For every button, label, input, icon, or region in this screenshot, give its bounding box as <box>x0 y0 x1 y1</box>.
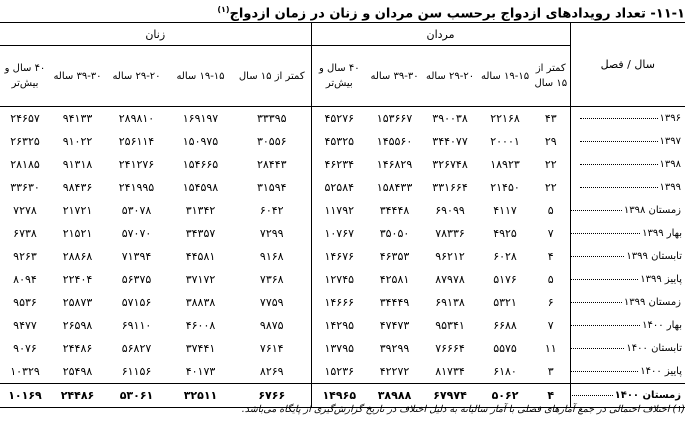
men-value-cell: ۱۵۸۴۳۳ <box>376 181 413 194</box>
women-value-cell: ۲۸۹۸۱۰ <box>118 112 155 125</box>
men-value-cell: ۴۶۲۳۴ <box>311 153 367 176</box>
row-label: پاییز ۱۴۰۰ <box>640 366 683 377</box>
men-value-cell: ۱۱۷۹۲ <box>311 199 367 222</box>
women-value-cell: ۶۷۳۸ <box>13 227 37 240</box>
women-value-cell: ۱۵۴۶۶۵ <box>182 158 219 171</box>
group-header-row <box>0 23 685 46</box>
women-value-cell: ۲۱۵۲۱ <box>62 227 93 240</box>
row-label: تابستان ۱۳۹۹ <box>626 251 683 262</box>
row-label-cell <box>570 291 685 314</box>
table-row <box>0 130 685 153</box>
women-value-cell: ۴۶۰۰۸ <box>185 319 216 332</box>
leader-dots <box>570 394 613 396</box>
men-value-cell: ۱۴۶۸۲۹ <box>376 158 413 171</box>
women-value-cell: ۲۱۷۲۱ <box>62 204 93 217</box>
row-label-cell <box>570 314 685 337</box>
men-value-cell: ۴۲۲۷۲ <box>379 365 410 378</box>
men-value-cell: ۴۲۵۸۱ <box>379 273 410 286</box>
men-value-cell: ۶۱۸۰ <box>493 365 517 378</box>
men-value-cell: ۱۱ <box>544 342 557 355</box>
leader-dots <box>570 278 638 280</box>
women-value-cell: ۳۳۳۹۵ <box>256 112 287 125</box>
men-value-cell: ۱۵۳۶۶۷ <box>376 112 413 125</box>
table-row <box>0 222 685 245</box>
women-value-cell: ۹۱۰۲۲ <box>62 135 93 148</box>
table-title <box>0 2 691 22</box>
women-value-cell: ۳۰۵۵۶ <box>256 135 287 148</box>
men-value-cell: ۳۳۱۶۶۴ <box>432 181 468 194</box>
men-group-header: مردان <box>311 23 570 46</box>
women-value-cell: ۳۱۵۹۴ <box>256 181 287 194</box>
men-value-cell: ۷ <box>547 227 554 240</box>
men-value-cell: ۵۰۶۲ <box>478 384 532 408</box>
women-value-cell: ۹۰۷۶ <box>13 342 37 355</box>
row-label: بهار ۱۴۰۰ <box>642 320 683 331</box>
women-value-cell: ۲۴۱۲۷۶ <box>118 158 155 171</box>
men-value-cell: ۵ <box>547 273 554 286</box>
women-value-cell: ۲۶۵۹۸ <box>62 319 93 332</box>
men-value-cell: ۲۹ <box>544 135 557 148</box>
row-label: زمستان ۱۳۹۹ <box>623 297 682 308</box>
women-value-cell: ۹۸۷۵ <box>259 319 284 332</box>
women-value-cell: ۳۳۶۳۰ <box>10 181 40 194</box>
women-value-cell: ۸۰۹۴ <box>13 273 37 286</box>
men-value-cell: ۵ <box>547 204 554 217</box>
table-row <box>0 107 685 131</box>
leader-dots <box>570 301 622 303</box>
women-value-cell: ۴۰۱۷۳ <box>185 365 216 378</box>
women-value-cell: ۳۱۳۴۲ <box>185 204 216 217</box>
women-value-cell: ۲۵۴۹۸ <box>62 365 93 378</box>
men-value-cell: ۵۱۷۶ <box>493 273 517 286</box>
men-value-cell: ۳۹۰۰۳۸ <box>432 112 468 125</box>
women-value-cell: ۱۰۳۲۹ <box>10 365 40 378</box>
men-value-cell: ۱۸۹۲۳ <box>490 158 520 171</box>
men-value-cell: ۸۱۷۳۴ <box>435 365 465 378</box>
men-value-cell: ۱۴۶۷۶ <box>311 245 367 268</box>
men-value-cell: ۷ <box>547 319 554 332</box>
men-value-cell: ۳۸۹۸۸ <box>367 384 422 408</box>
women-value-cell: ۳۴۳۵۷ <box>185 227 216 240</box>
row-label-cell <box>570 337 685 360</box>
men-value-cell: ۶ <box>547 296 554 309</box>
row-label: زمستان ۱۴۰۰ <box>614 390 682 401</box>
women-value-cell: ۲۴۴۸۶ <box>50 384 105 408</box>
men-value-cell: ۹۵۳۴۱ <box>435 319 465 332</box>
leader-dots <box>570 232 640 234</box>
men-value-cell: ۶۷۹۷۴ <box>422 384 478 408</box>
men-value-cell: ۷۶۶۶۴ <box>435 342 465 355</box>
table-body <box>0 107 685 408</box>
women-value-cell: ۷۲۷۸ <box>13 204 37 217</box>
men-value-cell: ۲۲ <box>544 158 557 171</box>
men-value-cell: ۴۶۳۵۳ <box>379 250 410 263</box>
men-value-cell: ۳۲۶۷۴۸ <box>432 158 468 171</box>
women-value-cell: ۷۲۹۹ <box>259 227 284 240</box>
leader-dots <box>580 117 658 119</box>
women-value-cell: ۷۶۱۴ <box>259 342 284 355</box>
men-value-cell: ۷۸۳۳۶ <box>435 227 465 240</box>
women-value-cell: ۱۵۴۵۹۸ <box>182 181 219 194</box>
men-value-cell: ۶۹۰۹۹ <box>435 204 465 217</box>
men-value-cell: ۳۵۰۵۰ <box>379 227 410 240</box>
women-value-cell: ۶۹۱۱۰ <box>121 319 152 332</box>
leader-dots <box>580 186 658 188</box>
women-value-cell: ۱۶۹۱۹۷ <box>182 112 219 125</box>
men-value-cell: ۶۹۱۳۸ <box>435 296 465 309</box>
women-value-cell: ۵۷۱۵۶ <box>121 296 152 309</box>
title-footnote-ref: (۱) <box>217 5 230 14</box>
leader-dots <box>570 347 624 349</box>
men-value-cell: ۶۰۲۸ <box>493 250 517 263</box>
women-value-cell: ۵۶۳۷۵ <box>121 273 152 286</box>
women-value-cell: ۷۱۳۹۴ <box>121 250 152 263</box>
women-value-cell: ۹۱۶۸ <box>259 250 284 263</box>
women-value-cell: ۵۳۰۶۱ <box>105 384 168 408</box>
men-value-cell: ۴۵۳۲۵ <box>311 130 367 153</box>
men-value-cell: ۴۵۲۷۶ <box>311 107 367 131</box>
women-value-cell: ۷۷۵۹ <box>259 296 284 309</box>
women-value-cell: ۵۶۸۲۷ <box>121 342 152 355</box>
men-value-cell: ۱۴۶۶۶ <box>311 291 367 314</box>
women-value-cell: ۲۸۱۸۵ <box>10 158 40 171</box>
men-value-cell: ۲۱۴۵۰ <box>490 181 520 194</box>
women-value-cell: ۷۳۶۸ <box>259 273 284 286</box>
men-value-cell: ۴۳ <box>544 112 557 125</box>
men-value-cell: ۱۴۹۶۵ <box>311 384 367 408</box>
row-label: ۱۳۹۷ <box>659 136 682 147</box>
women-value-cell: ۱۵۰۹۷۵ <box>182 135 219 148</box>
men-value-cell: ۱۵۲۳۶ <box>311 360 367 384</box>
women-value-cell: ۵۳۰۷۸ <box>121 204 152 217</box>
women-col-header: ۲۹-۲۰ ساله <box>105 46 168 107</box>
row-label: بهار ۱۳۹۹ <box>642 228 683 239</box>
women-col-header: ۳۹-۳۰ ساله <box>50 46 105 107</box>
men-value-cell: ۸۷۹۷۸ <box>435 273 465 286</box>
row-label-cell <box>570 130 685 153</box>
row-label-cell <box>570 268 685 291</box>
women-value-cell: ۵۷۰۷۰ <box>121 227 152 240</box>
leader-dots <box>570 255 624 257</box>
row-label: زمستان ۱۳۹۸ <box>623 205 682 216</box>
women-value-cell: ۲۴۱۹۹۵ <box>118 181 155 194</box>
women-value-cell: ۱۰۱۶۹ <box>0 384 50 408</box>
table-row <box>0 245 685 268</box>
table-row <box>0 360 685 384</box>
women-value-cell: ۶۰۴۲ <box>259 204 284 217</box>
women-value-cell: ۲۵۸۷۳ <box>62 296 93 309</box>
table-row <box>0 199 685 222</box>
men-value-cell: ۳۴۴۴۸ <box>379 204 410 217</box>
row-label: ۱۳۹۶ <box>659 113 682 124</box>
women-value-cell: ۳۷۱۷۲ <box>185 273 216 286</box>
men-value-cell: ۱۴۲۹۵ <box>311 314 367 337</box>
men-col-header: ۱۹-۱۵ ساله <box>478 46 532 107</box>
men-col-header: ۲۹-۲۰ ساله <box>422 46 478 107</box>
women-value-cell: ۲۵۶۱۱۴ <box>118 135 155 148</box>
women-value-cell: ۸۲۶۹ <box>259 365 284 378</box>
women-value-cell: ۳۸۸۳۸ <box>185 296 216 309</box>
men-value-cell: ۵۳۲۱ <box>493 296 517 309</box>
men-col-header: ۴۰ سال و بیش‌تر <box>311 46 367 107</box>
leader-dots <box>580 163 658 165</box>
table-row <box>0 337 685 360</box>
men-value-cell: ۵۲۵۸۴ <box>311 176 367 199</box>
title-text: ۱۱-۱- تعداد رویدادهای ازدواج برحسب سن مردان و زنان در زمان ازدواج <box>229 6 685 22</box>
men-value-cell: ۲۲ <box>544 181 557 194</box>
men-value-cell: ۳ <box>547 365 554 378</box>
men-value-cell: ۴ <box>547 250 554 263</box>
women-col-header: ۱۹-۱۵ ساله <box>168 46 233 107</box>
women-value-cell: ۶۷۶۶ <box>233 384 311 408</box>
men-value-cell: ۵۵۷۵ <box>493 342 517 355</box>
women-value-cell: ۲۲۴۰۴ <box>62 273 93 286</box>
men-value-cell: ۹۶۲۱۲ <box>435 250 465 263</box>
women-value-cell: ۹۲۶۳ <box>13 250 37 263</box>
women-value-cell: ۲۴۴۸۶ <box>62 342 93 355</box>
row-label: ۱۳۹۹ <box>659 182 682 193</box>
men-col-header: کمتر از ۱۵ سال <box>532 46 570 107</box>
women-group-header: زنان <box>0 23 311 46</box>
row-label-cell <box>570 360 685 384</box>
leader-dots <box>570 324 640 326</box>
men-value-cell: ۳۹۲۹۹ <box>379 342 410 355</box>
men-value-cell: ۴۹۲۵ <box>493 227 517 240</box>
row-label-cell <box>570 199 685 222</box>
table-row <box>0 268 685 291</box>
leader-dots <box>570 209 622 211</box>
men-value-cell: ۱۰۷۶۷ <box>311 222 367 245</box>
men-value-cell: ۳۴۴۴۹ <box>379 296 410 309</box>
men-value-cell: ۳۴۴۰۷۷ <box>432 135 468 148</box>
women-value-cell: ۴۴۵۸۱ <box>185 250 216 263</box>
row-label: ۱۳۹۸ <box>659 159 682 170</box>
marriage-stats-table <box>0 22 685 408</box>
men-value-cell: ۱۳۷۹۵ <box>311 337 367 360</box>
row-label-cell <box>570 176 685 199</box>
men-value-cell: ۲۲۱۶۸ <box>490 112 520 125</box>
table-row <box>0 314 685 337</box>
row-label-cell <box>570 245 685 268</box>
women-value-cell: ۹۱۳۱۸ <box>62 158 93 171</box>
table-row <box>0 291 685 314</box>
leader-dots <box>570 370 638 372</box>
women-value-cell: ۳۲۵۱۱ <box>168 384 233 408</box>
women-value-cell: ۲۴۶۵۷ <box>10 112 40 125</box>
leader-dots <box>580 140 658 142</box>
row-label-cell <box>570 153 685 176</box>
men-value-cell: ۲۰۰۰۱ <box>490 135 520 148</box>
women-col-header: ۴۰ سال و بیش‌تر <box>0 46 50 107</box>
women-value-cell: ۹۸۴۳۶ <box>62 181 93 194</box>
table-row <box>0 176 685 199</box>
women-value-cell: ۲۸۸۶۸ <box>62 250 93 263</box>
row-label: تابستان ۱۴۰۰ <box>626 343 683 354</box>
women-value-cell: ۹۵۳۶ <box>13 296 37 309</box>
women-value-cell: ۶۱۱۵۶ <box>121 365 152 378</box>
men-value-cell: ۴ <box>532 384 570 408</box>
season-header: سال / فصل <box>570 23 685 107</box>
men-value-cell: ۴۷۴۷۳ <box>379 319 410 332</box>
women-value-cell: ۹۴۱۳۳ <box>62 112 93 125</box>
table-row <box>0 153 685 176</box>
row-label-cell <box>570 107 685 131</box>
men-value-cell: ۱۲۷۴۵ <box>311 268 367 291</box>
men-value-cell: ۱۴۵۵۶۰ <box>376 135 413 148</box>
men-value-cell: ۴۱۱۷ <box>493 204 517 217</box>
row-label: پاییز ۱۳۹۹ <box>640 274 683 285</box>
men-value-cell: ۶۶۸۸ <box>493 319 517 332</box>
men-col-header: ۳۹-۳۰ ساله <box>367 46 422 107</box>
women-value-cell: ۲۸۴۴۳ <box>256 158 287 171</box>
footnote: (۱) اختلاف احتمالی در جمع آمارهای فصلی با آمار سالیانه به دلیل اختلاف در تاریخ گزارش‌گیری از پایگاه می‌باشد. <box>241 404 685 415</box>
women-col-header: کمتر از ۱۵ سال <box>233 46 311 107</box>
row-label-cell <box>570 222 685 245</box>
women-value-cell: ۲۶۳۲۵ <box>10 135 40 148</box>
women-value-cell: ۹۴۷۷ <box>13 319 37 332</box>
women-value-cell: ۳۷۴۴۱ <box>185 342 216 355</box>
